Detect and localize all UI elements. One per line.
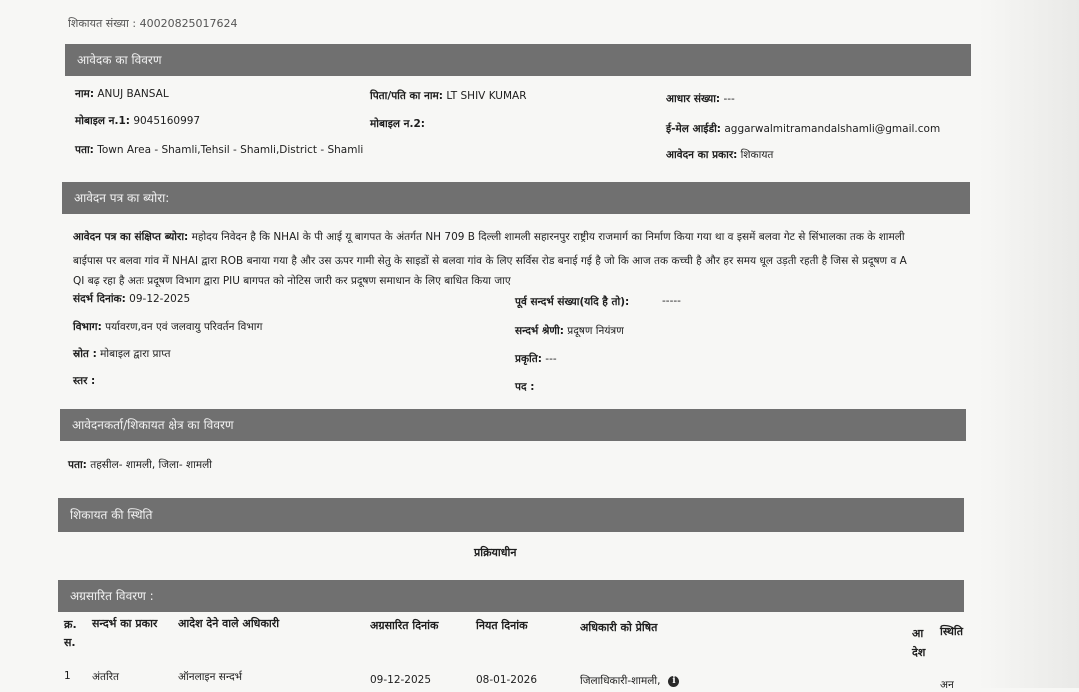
- applicant-section-header: आवेदक का विवरण: [65, 44, 971, 76]
- email-label: ई-मेल आईडी:: [666, 123, 721, 135]
- area-address-label: पता:: [68, 459, 87, 471]
- address-label: पता:: [75, 144, 94, 156]
- col-state-header: स्थिति: [940, 625, 964, 638]
- ref-category-field: [515, 324, 624, 338]
- type-value: शिकायत: [740, 149, 774, 161]
- aadhaar-label: आधार संख्या:: [666, 93, 721, 105]
- col-officer-header: आदेश देने वाले अधिकारी: [178, 617, 280, 630]
- mobile1-value: 9045160997: [133, 115, 201, 127]
- source-label: स्रोत :: [73, 348, 97, 360]
- row-ref-type: अंतरित: [92, 671, 120, 683]
- row-state: अन: [940, 679, 954, 691]
- complaint-number: शिकायत संख्या : 40020825017624: [68, 17, 238, 30]
- prev-ref-value: -----: [662, 295, 681, 307]
- nature-value: ---: [545, 353, 557, 365]
- ref-date-field: [73, 292, 190, 306]
- aadhaar-field: [666, 92, 735, 106]
- address-field: [75, 143, 363, 157]
- source-value: मोबाइल द्वारा प्राप्त: [100, 348, 171, 360]
- email-value: aggarwalmitramandalshamli@gmail.com: [724, 123, 941, 135]
- department-label: विभाग:: [73, 321, 102, 333]
- col-serial-header: [64, 616, 77, 652]
- nature-label: प्रकृति:: [515, 353, 542, 365]
- nature-field: [515, 352, 557, 366]
- row-sent-to-cell: [580, 674, 679, 688]
- prev-ref-field: [515, 295, 629, 309]
- col-forward-date-header: अग्रसारित दिनांक: [370, 619, 439, 632]
- type-label: आवेदन का प्रकार:: [666, 149, 738, 161]
- area-address-field: [68, 458, 212, 472]
- address-value: Town Area - Shamli,Tehsil - Shamli,District - Shamli: [97, 144, 364, 156]
- order-header-line1: आ: [912, 627, 924, 640]
- col-due-date-header: नियत दिनांक: [476, 619, 528, 632]
- post-label: पद :: [515, 381, 535, 393]
- department-value: पर्यावरण,वन एवं जलवायु परिवर्तन विभाग: [105, 321, 263, 333]
- name-value: ANUJ BANSAL: [97, 88, 169, 100]
- ref-date-value: 09-12-2025: [129, 293, 191, 305]
- row-officer: ऑनलाइन सन्दर्भ: [178, 671, 243, 683]
- order-header-line2: देश: [912, 646, 926, 659]
- info-icon[interactable]: i: [668, 676, 679, 687]
- ref-category-value: प्रदूषण नियंत्रण: [567, 325, 624, 337]
- summary-line-3: QI बढ़ रहा है अतः प्रदूषण विभाग द्वारा PIU बागपत को नोटिस जारी कर प्रदूषण समाधान के लिए बाधित किया जाए: [73, 275, 511, 287]
- mobile1-label: मोबाइल न.1:: [75, 115, 130, 127]
- father-label: पिता/पति का नाम:: [370, 90, 444, 102]
- page-edge-shadow: [979, 0, 1079, 688]
- name-label: नाम:: [75, 88, 95, 100]
- application-summary: [73, 227, 933, 291]
- mobile2-field: [370, 117, 425, 131]
- mobile1-field: [75, 114, 200, 128]
- col-order-header: [912, 624, 925, 662]
- summary-line-2: बाईपास पर बलवा गांव में NHAI द्वारा ROB बनाया गया है और उस ऊपर गामी सेतु के साइडों से बलवा गांव के लिए सर्विस रोड बनाई गई है जो कि आज तक कच्ची है और हर समय धूल उड़ती रहती है जिस से प्रदूषण व A: [73, 255, 907, 267]
- level-label: स्तर :: [73, 375, 96, 387]
- col-ref-type-header: सन्दर्भ का प्रकार: [92, 617, 158, 630]
- forward-section-header: अग्रसारित विवरण :: [58, 580, 964, 612]
- application-section-header: आवेदन पत्र का ब्योरा:: [62, 182, 970, 214]
- aadhaar-value: ---: [723, 93, 735, 105]
- row-serial: 1: [64, 670, 71, 682]
- status-section-header: शिकायत की स्थिति: [58, 498, 964, 532]
- application-type-field: [666, 148, 773, 162]
- ref-date-label: संदर्भ दिनांक:: [73, 293, 126, 305]
- summary-label: आवेदन पत्र का संक्षिप्त ब्योरा:: [73, 231, 189, 243]
- serial-header-line2: स.: [64, 636, 76, 649]
- father-name-field: [370, 89, 527, 103]
- source-field: [73, 347, 170, 361]
- col-sent-to-header: अधिकारी को प्रेषित: [580, 621, 658, 634]
- serial-header-line1: क्र.: [64, 618, 77, 631]
- department-field: [73, 320, 262, 334]
- area-section-header: आवेदनकर्ता/शिकायत क्षेत्र का विवरण: [60, 409, 966, 441]
- area-address-value: तहसील- शामली, जिला- शामली: [90, 459, 212, 471]
- complaint-status-value: प्रक्रियाधीन: [474, 546, 517, 559]
- applicant-name-field: [75, 87, 169, 101]
- mobile2-label: मोबाइल न.2:: [370, 118, 425, 130]
- post-field: [515, 380, 534, 394]
- summary-line-1: महोदय निवेदन है कि NHAI के पी आई यू बागपत के अंतर्गत NH 709 B दिल्ली शामली सहारनपुर राष्ट्रीय राजमार्ग का निर्माण किया गया था व इसमें बलवा गेट से सिंभालका तक के शामली: [191, 231, 905, 243]
- prev-ref-label: पूर्व सन्दर्भ संख्या(यदि है तो):: [515, 296, 630, 308]
- email-field: [666, 122, 940, 136]
- row-sent-to: जिलाधिकारी-शामली,: [580, 675, 661, 687]
- row-due-date: 08-01-2026: [476, 674, 538, 686]
- ref-category-label: सन्दर्भ श्रेणी:: [515, 325, 564, 337]
- row-forward-date: 09-12-2025: [370, 674, 432, 686]
- father-value: LT SHIV KUMAR: [446, 90, 527, 102]
- level-field: [73, 374, 95, 388]
